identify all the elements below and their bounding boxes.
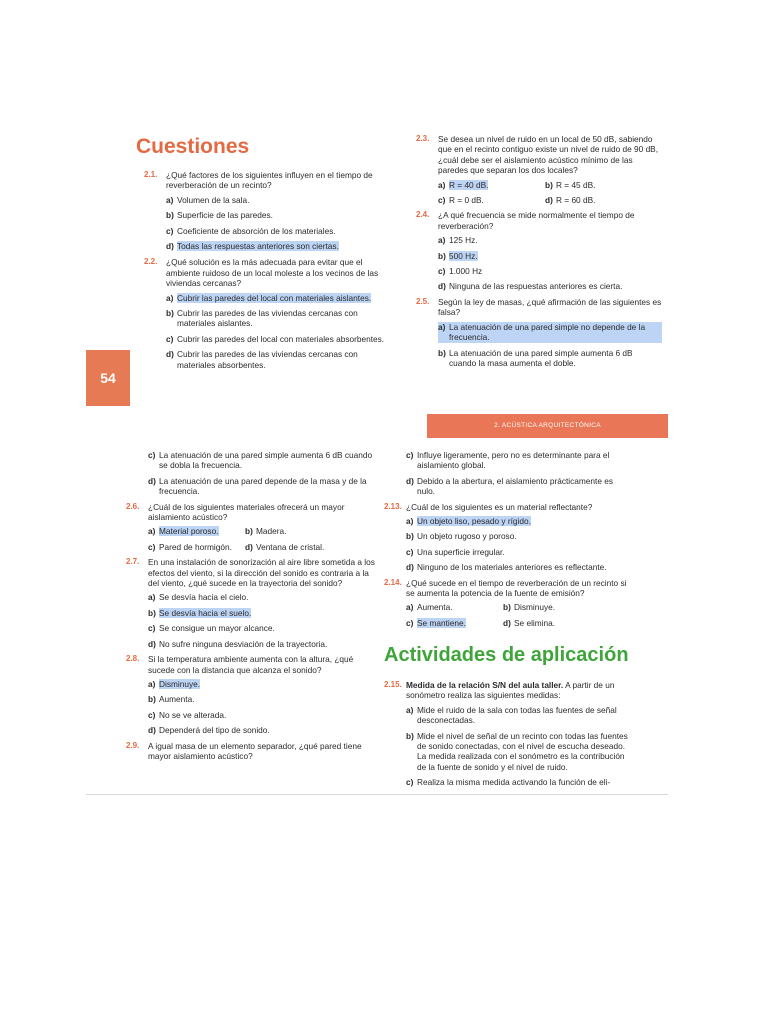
option: d) No sufre ninguna desviación de la trayectoria. (148, 638, 328, 649)
question-number: 2.3. (416, 134, 430, 143)
question-number: 2.9. (126, 740, 140, 750)
question-text: ¿Qué factores de los siguientes influyen en el tiempo de reverberación de un recinto? (166, 170, 373, 191)
activity-text: A partir de un sonómetro realiza las siguientes medidas: (406, 680, 615, 701)
option-row (406, 618, 632, 628)
question-text: En una instalación de sonorización al aire libre sometida a los efectos del viento, si la dirección del sonido es contraria a la del viento, ¿qué sucede en la trayectoria del sonido? (148, 557, 375, 589)
option-row (148, 526, 376, 536)
option: c) Pared de hormigón. (148, 541, 232, 552)
option: d) Ninguno de los materiales anteriores es reflectante. (406, 562, 607, 573)
question-text: Según la ley de masas, ¿qué afirmación de las siguientes es falsa? (438, 296, 662, 318)
option: c) Influye ligeramente, pero no es determinante para el aislamiento global. (406, 450, 610, 471)
question-number: 2.6. (126, 501, 140, 511)
question-number: 2.4. (416, 210, 430, 220)
option: c) La atenuación de una pared simple aumenta 6 dB cuando se dobla la frecuencia. (148, 450, 373, 471)
section-title-actividades: Actividades de aplicación (384, 644, 629, 666)
question-number: 2.1. (144, 170, 158, 179)
option-row (438, 195, 662, 205)
top-left-column (144, 170, 390, 375)
question-text: ¿Qué solución es la más adecuada para evitar que el ambiente ruidoso de un local moleste a los vecinos de las viviendas cercanas? (166, 257, 379, 289)
option-highlighted: b) 500 Hz. (438, 250, 478, 261)
option-highlighted: c) Se mantiene. (406, 617, 466, 628)
option: d) Dependerá del tipo de sonido. (148, 725, 270, 736)
option: c) Coeficiente de absorción de los materiales. (166, 225, 336, 236)
option: b) R = 45 dB. (545, 179, 596, 190)
option: d) Se elimina. (503, 617, 556, 628)
option: a) 125 Hz. (438, 235, 478, 246)
option-highlighted: a) La atenuación de una pared simple no depende de la frecuencia. (438, 322, 662, 343)
top-page-scan (86, 128, 668, 406)
option: c) 1.000 Hz (438, 266, 483, 277)
question-text: ¿A qué frecuencia se mide normalmente el tiempo de reverberación? (438, 210, 635, 231)
question-2-14 (384, 578, 632, 599)
option: c) Realiza la misma medida activando la función de eli- (406, 777, 611, 788)
option: d) Cubrir las paredes de las viviendas cercanas con materiales absorbentes. (166, 349, 358, 370)
option-highlighted: a) Cubrir las paredes del local con materiales aislantes. (166, 292, 372, 303)
option: b) La atenuación de una pared simple aumenta 6 dB cuando la masa aumenta el doble. (438, 347, 633, 368)
option: a) Se desvía hacia el cielo. (148, 592, 249, 603)
option: b) Disminuye. (503, 602, 556, 613)
question-2-5 (416, 297, 662, 318)
chapter-header-bar: 2. ACÚSTICA ARQUITECTÓNICA (427, 414, 668, 438)
question-2-1 (144, 170, 390, 191)
question-number: 2.2. (144, 257, 158, 267)
option: b) Cubrir las paredes de las viviendas cercanas con materiales aislantes. (166, 308, 358, 329)
option: c) No se ve alterada. (148, 709, 227, 720)
option: d) Ventana de cristal. (245, 541, 325, 552)
question-number: 2.8. (126, 654, 140, 664)
question-2-7 (126, 557, 376, 588)
option-row (438, 180, 662, 190)
option-highlighted: a) R = 40 dB. (438, 179, 489, 190)
question-text: Si la temperatura ambiente aumenta con la altura, ¿qué sucede con la distancia que alcanza el sonido? (148, 654, 354, 675)
question-text: ¿Cuál de los siguientes es un material reflectante? (406, 501, 593, 512)
option: b) Madera. (245, 526, 287, 537)
option: b) Un objeto rugoso y poroso. (406, 531, 517, 542)
question-2-13 (384, 502, 632, 512)
option: b) Mide el nivel de señal de un recinto con todas las fuentes de sonido conectadas, con el nivel de escucha deseado. La medida realizada con el sonómetro es la contribución de la fuente de sonido y el nivel de ruido. (406, 730, 628, 772)
page-number-tab: 54 (86, 350, 130, 406)
option: d) Debido a la abertura, el aislamiento prácticamente es nulo. (406, 475, 614, 497)
option-highlighted: d) Todas las respuestas anteriores son ciertas. (166, 241, 339, 252)
question-2-8 (126, 654, 376, 675)
activity-title: Medida de la relación S/N del aula taller. (406, 680, 564, 690)
option-highlighted: a) Material poroso. (148, 526, 219, 537)
option: b) Superficie de las paredes. (166, 210, 273, 221)
option: c) Cubrir las paredes del local con materiales absorbentes. (166, 333, 385, 344)
option: b) Aumenta. (148, 694, 195, 705)
question-2-4 (416, 210, 662, 231)
top-right-column (416, 134, 662, 373)
option: a) Mide el ruido de la sala con todas las fuentes de señal desconectadas. (406, 704, 617, 726)
question-2-2 (144, 257, 390, 288)
option-highlighted: b) Se desvía hacia el suelo. (148, 607, 252, 618)
section-title-cuestiones: Cuestiones (136, 135, 250, 158)
question-text: ¿Qué sucede en el tiempo de reverberación de un recinto si se aumenta la potencia de la fuente de emisión? (406, 577, 627, 599)
question-text: A igual masa de un elemento separador, ¿qué pared tiene mayor aislamiento acústico? (148, 740, 362, 761)
bottom-page-scan (86, 412, 668, 795)
question-2-9 (126, 741, 376, 762)
bottom-right-column (384, 450, 632, 633)
question-number: 2.14. (384, 577, 402, 587)
option: c) R = 0 dB. (438, 195, 484, 206)
option: c) Se consigue un mayor alcance. (148, 623, 275, 634)
option-highlighted: a) Disminuye. (148, 678, 201, 689)
option: a) Aumenta. (406, 602, 453, 613)
question-number: 2.5. (416, 296, 430, 306)
question-text: Se desea un nivel de ruido en un local de 50 dB, sabiendo que en el recinto contiguo existe un nivel de ruido de 90 dB, ¿cuál debe ser el aislamiento acústico mínimo de las paredes que separan los dos locales? (438, 134, 659, 176)
option: d) R = 60 dB. (545, 195, 596, 206)
question-2-3 (416, 134, 662, 176)
question-text: ¿Cuál de los siguientes materiales ofrecerá un mayor aislamiento acústico? (148, 501, 345, 523)
question-number: 2.13. (384, 501, 402, 511)
activity-column (384, 680, 632, 793)
option: d) La atenuación de una pared depende de la masa y de la frecuencia. (148, 475, 367, 497)
question-number: 2.7. (126, 557, 140, 567)
option-row (148, 542, 376, 552)
question-number: 2.15. (384, 680, 402, 689)
activity-2-15 (384, 680, 632, 701)
option-highlighted: a) Un objeto liso, pesado y rígido. (406, 516, 531, 527)
question-2-6 (126, 502, 376, 523)
option: c) Una superficie irregular. (406, 546, 505, 557)
option: d) Ninguna de las respuestas anteriores es cierta. (438, 281, 623, 292)
option-row (406, 602, 632, 612)
bottom-left-column (126, 450, 376, 765)
option: a) Volumen de la sala. (166, 194, 250, 205)
